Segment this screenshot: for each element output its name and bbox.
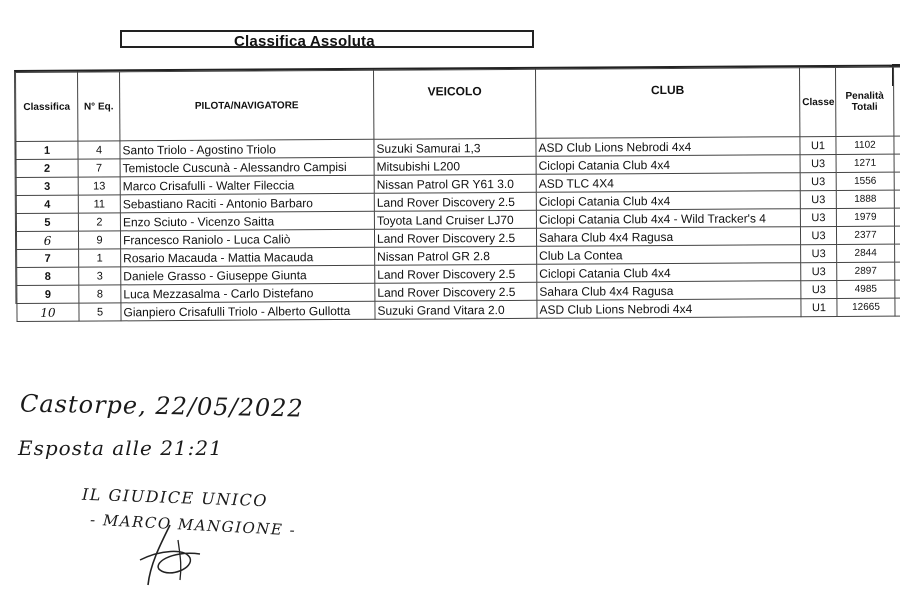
cell-club: Ciclopi Catania Club 4x4: [536, 155, 800, 175]
cell-extra: [895, 262, 900, 280]
header-row: [16, 67, 900, 141]
cell-pilota: Marco Crisafulli - Walter Fileccia: [120, 175, 374, 195]
cell-pilota: Santo Triolo - Agostino Triolo: [120, 139, 374, 159]
cell-pilota: Francesco Raniolo - Luca Caliò: [120, 229, 374, 249]
cell-classifica: 6: [16, 231, 78, 249]
cell-classe: U3: [800, 172, 836, 190]
cell-n-eq: 1: [79, 249, 121, 267]
cell-club: ASD TLC 4X4: [536, 173, 800, 193]
cell-veicolo: Nissan Patrol GR Y61 3.0: [374, 174, 536, 193]
cell-penalita: 12665: [837, 298, 895, 316]
cell-penalita: 1979: [836, 208, 894, 226]
header-classe: Classe: [800, 67, 836, 136]
cell-pilota: Sebastiano Raciti - Antonio Barbaro: [120, 193, 374, 213]
cell-classe: U3: [801, 262, 837, 280]
header-pilota: PILOTA/NAVIGATORE: [120, 70, 374, 141]
cell-pilota: Luca Mezzasalma - Carlo Distefano: [121, 283, 375, 303]
cell-extra: [895, 298, 900, 316]
cell-n-eq: 8: [79, 285, 121, 303]
cell-club: Club La Contea: [537, 245, 801, 265]
cell-penalita: 1888: [836, 190, 894, 208]
cell-veicolo: Toyota Land Cruiser LJ70: [374, 210, 536, 229]
cell-n-eq: 4: [78, 141, 120, 159]
cell-extra: [894, 190, 900, 208]
cell-pilota: Enzo Sciuto - Vicenzo Saitta: [120, 211, 374, 231]
cell-veicolo: Suzuki Grand Vitara 2.0: [375, 300, 537, 319]
cell-classe: U3: [800, 154, 836, 172]
handwritten-esposta: Esposta alle 21:21: [18, 436, 223, 460]
header-classifica: Classifica: [16, 72, 78, 141]
page-title: Classifica Assoluta: [234, 33, 375, 50]
cell-extra: [894, 154, 900, 172]
cell-n-eq: 13: [78, 177, 120, 195]
signature-icon: [130, 520, 220, 590]
cell-n-eq: 9: [78, 231, 120, 249]
cell-club: ASD Club Lions Nebrodi 4x4: [537, 299, 801, 319]
cell-n-eq: 5: [79, 303, 121, 321]
cell-veicolo: Mitsubishi L200: [374, 156, 536, 175]
cell-penalita: 1271: [836, 154, 894, 172]
ranking-rows: [16, 136, 900, 321]
cell-club: Ciclopi Catania Club 4x4: [537, 263, 801, 283]
cell-penalita: 2377: [836, 226, 894, 244]
cell-veicolo: Suzuki Samurai 1,3: [374, 138, 536, 157]
cell-club: Sahara Club 4x4 Ragusa: [537, 281, 801, 301]
cell-club: Ciclopi Catania Club 4x4 - Wild Tracker's 4: [536, 209, 800, 229]
cell-penalita: 4985: [837, 280, 895, 298]
cell-classe: U3: [801, 280, 837, 298]
handwritten-place-date: Castorpe, 22/05/2022: [19, 389, 304, 423]
cell-penalita: 1102: [836, 136, 894, 154]
cell-classifica: 2: [16, 159, 78, 177]
cell-classifica: 4: [16, 195, 78, 213]
cell-extra: [894, 136, 900, 154]
cell-classe: U3: [800, 208, 836, 226]
handwritten-giudice: IL GIUDICE UNICO: [81, 484, 269, 511]
cell-n-eq: 3: [79, 267, 121, 285]
cell-classe: U1: [801, 298, 837, 316]
cell-classifica: 8: [17, 267, 79, 285]
cell-classifica: 3: [16, 177, 78, 195]
ranking-sheet: [14, 65, 900, 320]
header-extra: [893, 67, 900, 136]
cell-extra: [895, 244, 900, 262]
cell-veicolo: Land Rover Discovery 2.5: [375, 264, 537, 283]
cell-n-eq: 11: [78, 195, 120, 213]
cell-club: Ciclopi Catania Club 4x4: [536, 191, 800, 211]
header-n-eq: N° Eq.: [78, 72, 120, 141]
cell-penalita: 2844: [837, 244, 895, 262]
header-penalita: Penalità Totali: [835, 67, 893, 136]
cell-classifica: 9: [17, 285, 79, 303]
cell-classe: U1: [800, 136, 836, 154]
cell-veicolo: Nissan Patrol GR 2.8: [375, 246, 537, 265]
cell-extra: [895, 280, 900, 298]
handwritten-nome: - MARCO MANGIONE -: [89, 510, 297, 540]
cell-classifica: 10: [17, 303, 79, 321]
cell-n-eq: 7: [78, 159, 120, 177]
cell-pilota: Temistocle Cuscunà - Alessandro Campisi: [120, 157, 374, 177]
cell-veicolo: Land Rover Discovery 2.5: [374, 192, 536, 211]
cell-classifica: 5: [16, 213, 78, 231]
cell-classifica: 7: [17, 249, 79, 267]
cell-veicolo: Land Rover Discovery 2.5: [374, 228, 536, 247]
cell-pilota: Rosario Macauda - Mattia Macauda: [121, 247, 375, 267]
cell-extra: [894, 172, 900, 190]
cell-classe: U3: [801, 244, 837, 262]
cell-classifica: 1: [16, 141, 78, 159]
cell-penalita: 2897: [837, 262, 895, 280]
cell-club: ASD Club Lions Nebrodi 4x4: [536, 137, 800, 157]
cell-veicolo: Land Rover Discovery 2.5: [375, 282, 537, 301]
header-club: CLUB: [536, 68, 800, 139]
cell-n-eq: 2: [78, 213, 120, 231]
cell-extra: [894, 208, 900, 226]
cell-penalita: 1556: [836, 172, 894, 190]
cell-classe: U3: [800, 226, 836, 244]
header-veicolo: VEICOLO: [374, 69, 536, 139]
cell-club: Sahara Club 4x4 Ragusa: [536, 227, 800, 247]
cell-extra: [894, 226, 900, 244]
cell-classe: U3: [800, 190, 836, 208]
ranking-table: [15, 67, 900, 322]
cell-pilota: Gianpiero Crisafulli Triolo - Alberto Gullotta: [121, 301, 375, 321]
cell-pilota: Daniele Grasso - Giuseppe Giunta: [121, 265, 375, 285]
